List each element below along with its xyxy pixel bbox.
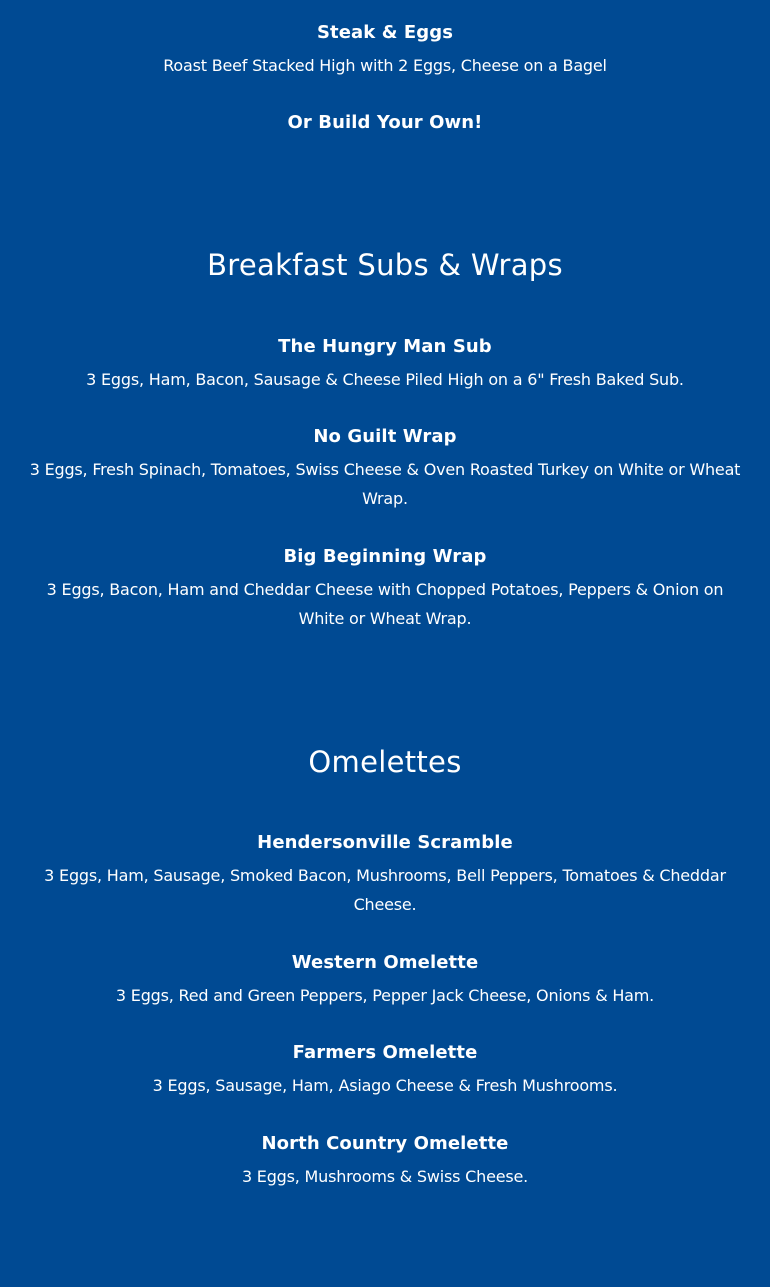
menu-item-description: 3 Eggs, Ham, Sausage, Smoked Bacon, Mushrooms, Bell Peppers, Tomatoes & Cheddar Cheese.	[44, 866, 726, 914]
section-title-breakfast-subs-wraps: Breakfast Subs & Wraps	[207, 248, 563, 282]
menu-item-no-guilt-wrap	[0, 425, 770, 513]
menu-item-western-omelette	[0, 951, 770, 1010]
menu-item-name: No Guilt Wrap	[313, 426, 457, 447]
menu-item-name: Hendersonville Scramble	[257, 832, 513, 853]
menu-item-hendersonville-scramble	[0, 831, 770, 919]
menu-item-name: Or Build Your Own!	[287, 112, 483, 133]
menu-item-name: North Country Omelette	[261, 1133, 509, 1154]
menu-item-north-country-omelette	[0, 1132, 770, 1191]
menu-item-big-beginning-wrap	[0, 545, 770, 633]
menu-item-hungry-man-sub	[0, 335, 770, 394]
menu-item-name: Steak & Eggs	[316, 22, 454, 43]
menu-item-description: Roast Beef Stacked High with 2 Eggs, Cheese on a Bagel	[163, 56, 607, 75]
menu-item-description: 3 Eggs, Ham, Bacon, Sausage & Cheese Piled High on a 6" Fresh Baked Sub.	[86, 370, 684, 389]
menu-item-description: 3 Eggs, Mushrooms & Swiss Cheese.	[241, 1167, 529, 1186]
menu-item-description: 3 Eggs, Bacon, Ham and Cheddar Cheese with Chopped Potatoes, Peppers & Onion on White or Wheat Wrap.	[46, 580, 724, 628]
menu-item-name: Western Omelette	[291, 952, 479, 973]
menu-item-description: 3 Eggs, Red and Green Peppers, Pepper Jack Cheese, Onions & Ham.	[115, 986, 655, 1005]
menu-item-description: 3 Eggs, Fresh Spinach, Tomatoes, Swiss Cheese & Oven Roasted Turkey on White or Wheat Wrap.	[29, 460, 741, 508]
section-title-omelettes: Omelettes	[308, 745, 462, 779]
menu-item-steak-and-eggs	[0, 21, 770, 80]
menu-item-name: The Hungry Man Sub	[278, 336, 492, 357]
menu-item-name: Big Beginning Wrap	[283, 546, 487, 567]
menu-item-build-your-own	[0, 111, 770, 135]
menu-item-description: 3 Eggs, Sausage, Ham, Asiago Cheese & Fresh Mushrooms.	[152, 1076, 618, 1095]
menu-item-farmers-omelette	[0, 1041, 770, 1100]
menu-item-name: Farmers Omelette	[292, 1042, 478, 1063]
